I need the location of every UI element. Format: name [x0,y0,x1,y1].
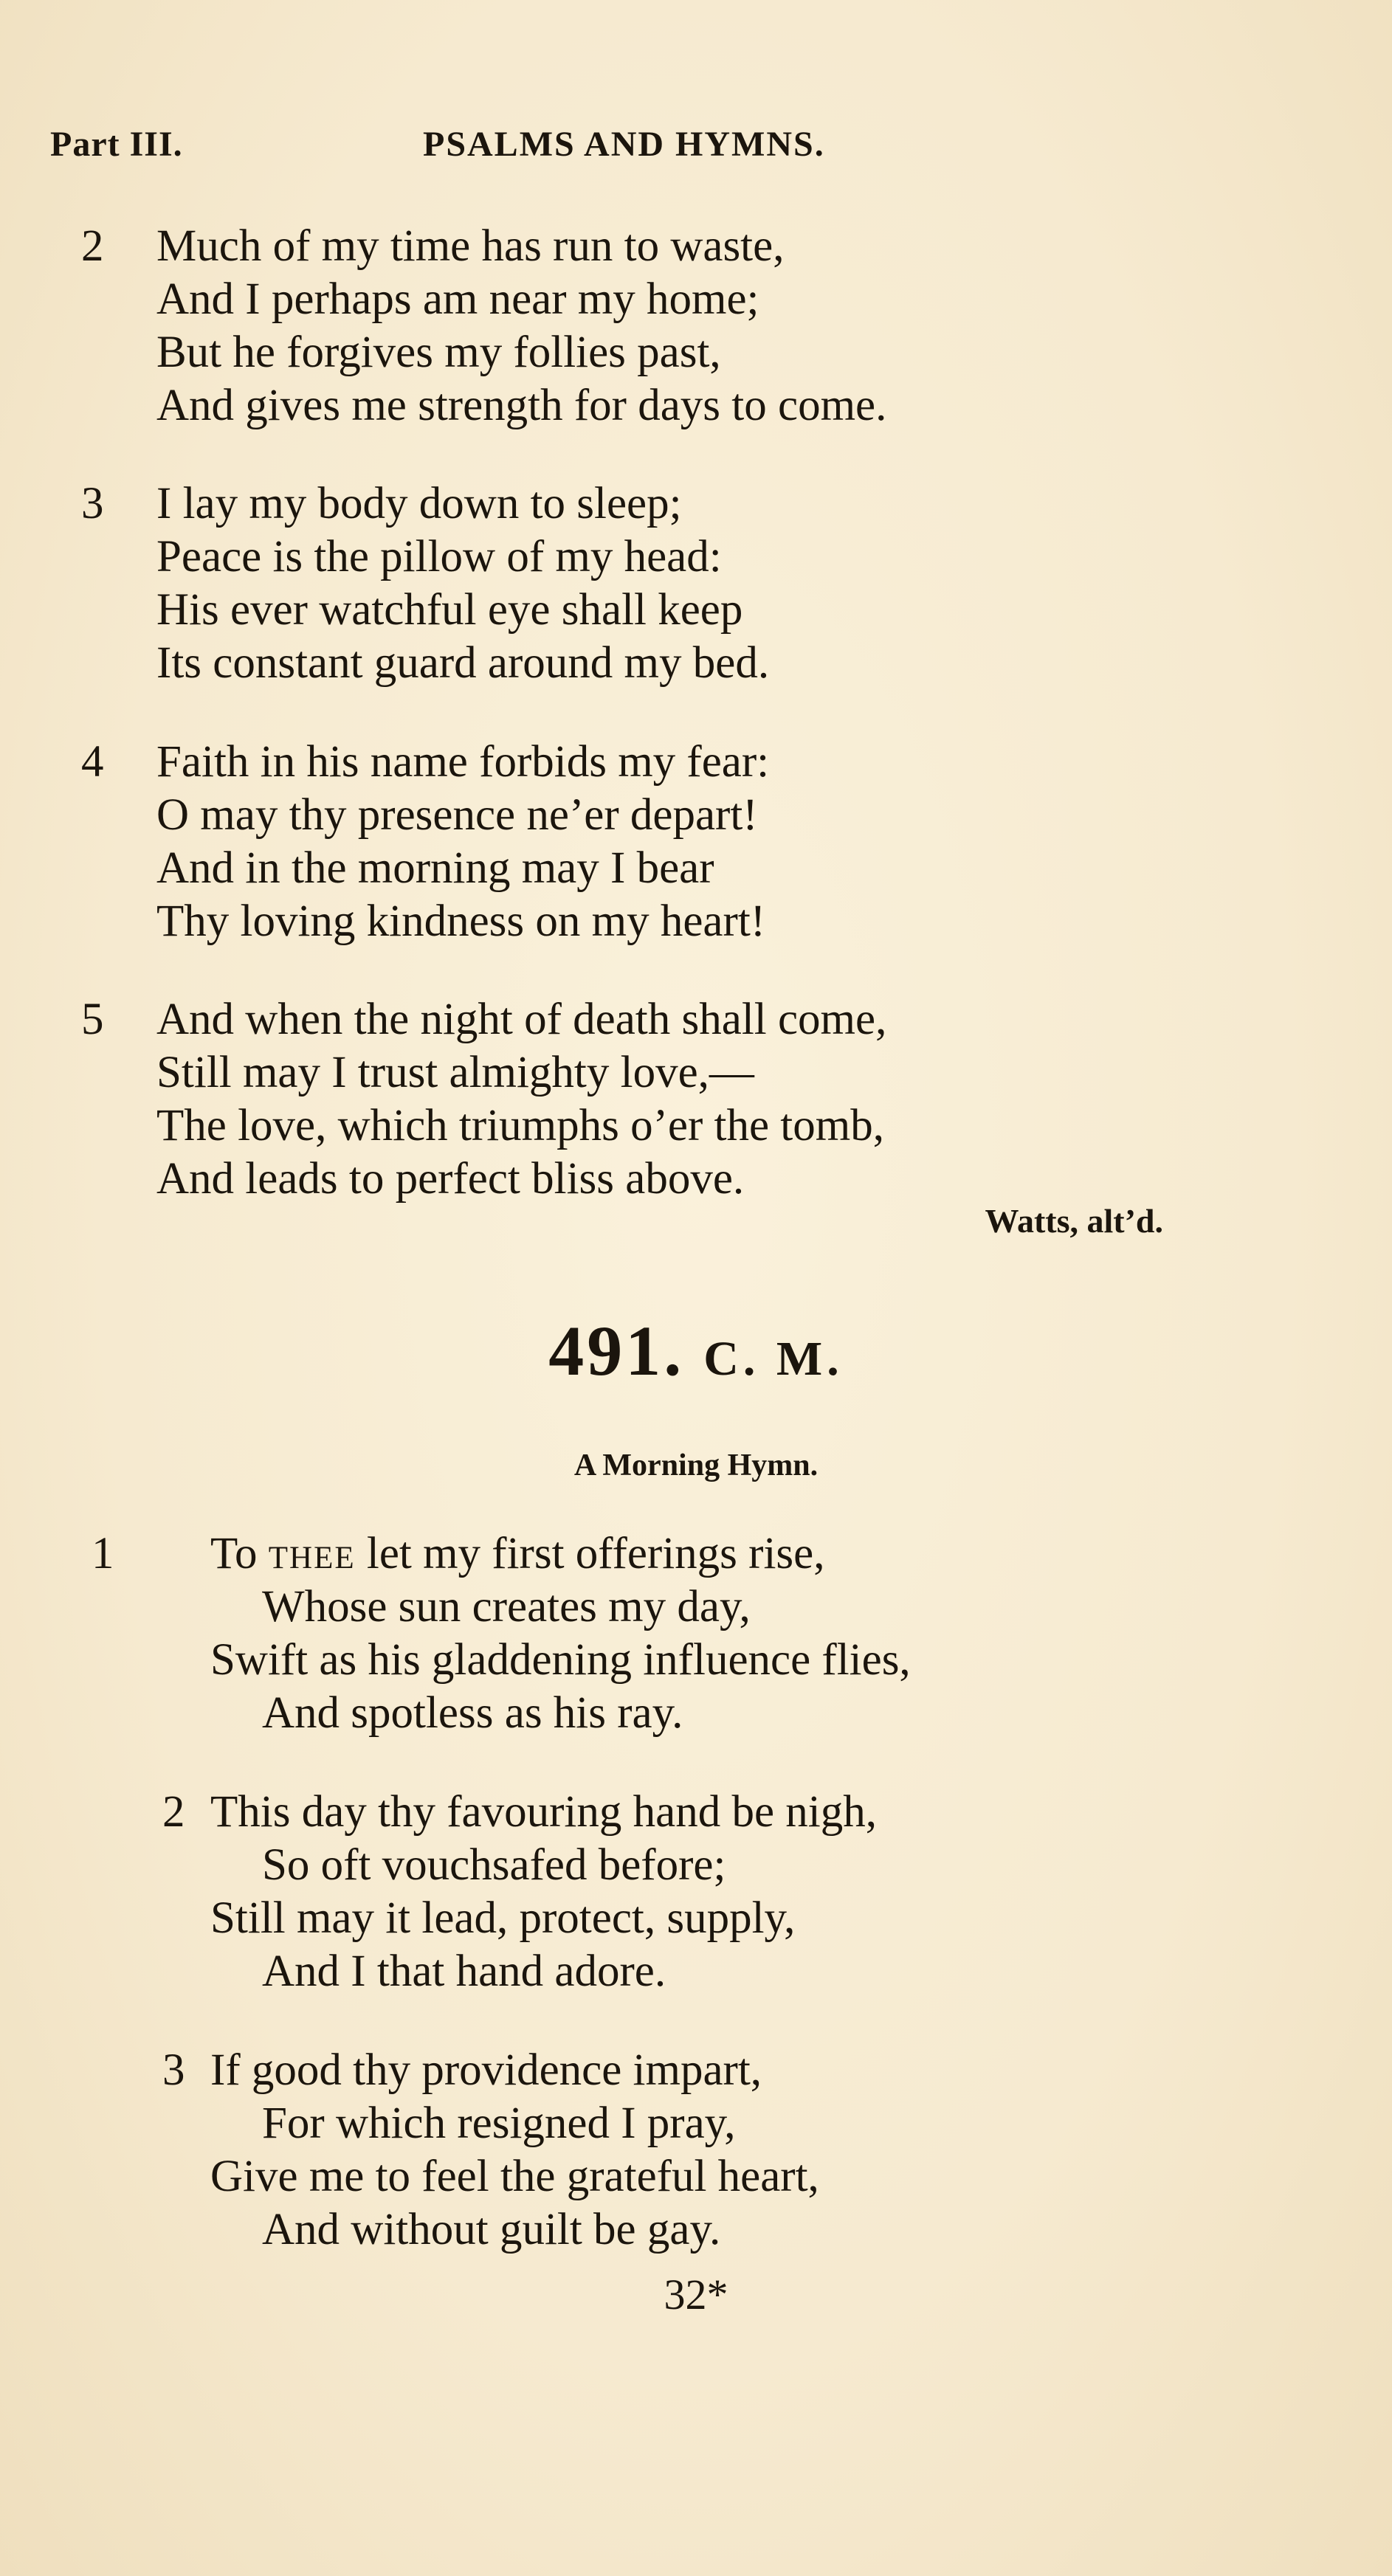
verse-line: And in the morning may I bear [156,843,714,893]
running-title: PSALMS AND HYMNS. [423,125,825,164]
verse-line: This day thy favouring hand be nigh, [210,1787,877,1837]
author-attribution: Watts, alt’d. [985,1202,1163,1240]
verse-line: And I perhaps am near my home; [156,274,759,324]
verse-line: Peace is the pillow of my head: [156,532,722,581]
verse-4-previous [81,736,1114,948]
verse-number: 3 [81,479,104,528]
signature-mark: 32* [664,2271,728,2318]
verse-line: And leads to perfect bliss above. [156,1154,745,1204]
verse-line: I lay my body down to sleep; [156,479,682,528]
verse-line: And gives me strength for days to come. [156,381,887,430]
verse-line: Swift as his gladdening influence flies, [210,1635,911,1685]
verse-3-previous [81,477,1114,690]
verse-line: Thy loving kindness on my heart! [156,897,766,946]
verse-number: 3 [162,2045,185,2095]
verse-line: Still may I trust almighty love,— [156,1048,754,1097]
verse-line: Give me to feel the grateful heart, [210,2152,819,2201]
verse-line: And I that hand adore. [262,1947,666,1996]
emphasis-word: thee [268,1529,356,1578]
verse-line: Its constant guard around my bed. [156,638,770,688]
verse-line: If good thy providence impart, [210,2045,762,2095]
hymn-number-heading [0,1310,1392,1392]
verse-line: The love, which triumphs o’er the tomb, [156,1101,884,1150]
verse-line [81,1527,1114,1581]
verse-line: Faith in his name forbids my fear: [156,737,770,787]
hymn-verse-2 [81,1786,1114,1998]
verse-line: And without guilt be gay. [262,2205,721,2254]
verse-line: O may thy presence ne’er depart! [156,790,758,840]
verse-line: And spotless as his ray. [262,1688,683,1738]
verse-2-previous [81,220,1114,432]
verse-line: But he forgives my follies past, [156,328,721,377]
hymn-verse-3 [81,2044,1114,2256]
verse-line: For which resigned I pray, [262,2099,736,2148]
verse-line: Much of my time has run to waste, [156,221,785,271]
verse-line: Still may it lead, protect, supply, [210,1893,796,1943]
verse-line: Whose sun creates my day, [262,1582,751,1631]
running-header [50,124,906,183]
verse-line: So oft vouchsafed before; [262,1840,726,1890]
verse-number: 2 [162,1787,185,1837]
verse-line: And when the night of death shall come, [156,995,887,1044]
first-word: To [210,1529,258,1578]
part-label: Part III. [50,125,183,164]
hymn-verse-1 [81,1527,1114,1740]
verse-number: 5 [81,995,104,1044]
hymn-number: 491. [548,1311,685,1390]
verse-number: 2 [81,221,104,271]
verse-5-previous [81,993,1114,1206]
first-line-rest: let my first offerings rise, [355,1529,825,1578]
verse-number: 1 [92,1529,114,1578]
verse-number: 4 [81,737,104,787]
verse-line: His ever watchful eye shall keep [156,585,743,635]
hymn-meter: C. M. [703,1332,844,1386]
hymn-title: A Morning Hymn. [573,1448,819,1482]
